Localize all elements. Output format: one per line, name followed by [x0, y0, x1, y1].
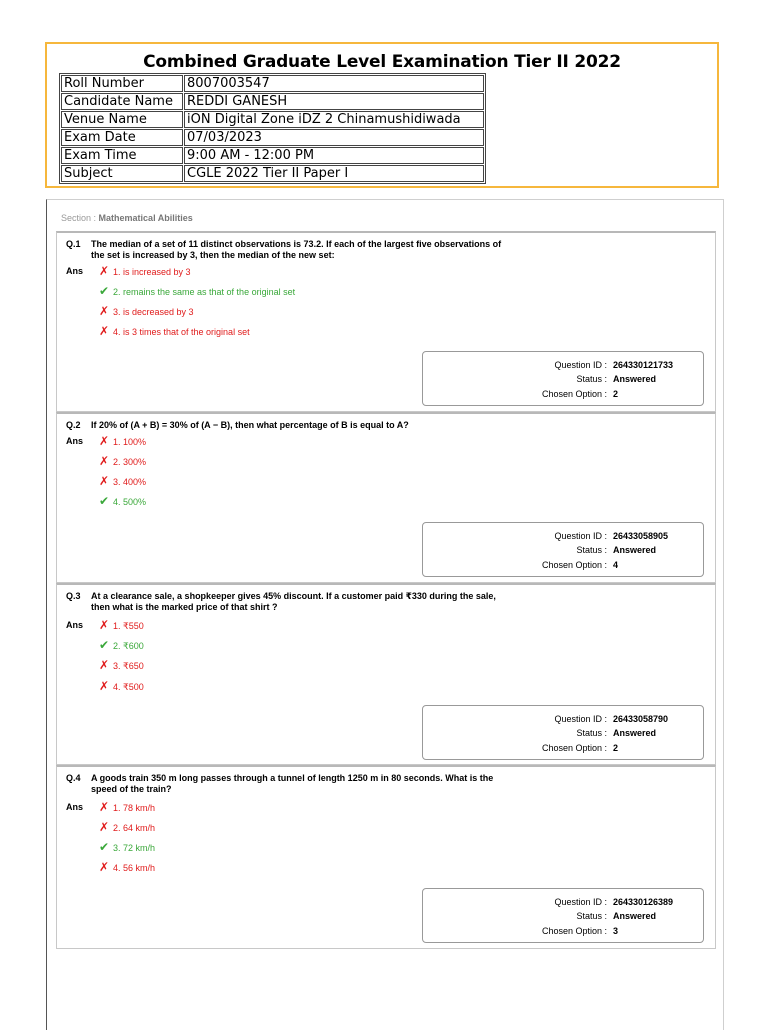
option-text: 2. ₹600 — [113, 641, 144, 651]
cross-icon: ✗ — [99, 658, 110, 672]
section-label — [61, 213, 193, 223]
question-id-row — [423, 713, 703, 725]
info-key: Candidate Name — [61, 93, 183, 110]
check-icon: ✔ — [99, 284, 110, 298]
cross-icon: ✗ — [99, 304, 110, 318]
ans-label: Ans — [66, 436, 84, 446]
question-id-value: 26433058790 — [613, 714, 669, 724]
exam-header — [45, 42, 719, 188]
question-meta-box — [422, 351, 704, 406]
option-1 — [99, 435, 146, 447]
option-1 — [99, 801, 155, 813]
option-text: 3. 72 km/h — [113, 843, 156, 853]
status-row — [423, 373, 703, 385]
question-number: Q.1 — [66, 239, 81, 249]
info-value: 9:00 AM - 12:00 PM — [184, 147, 484, 164]
question-panel-2 — [56, 412, 716, 583]
chosen-option-row — [423, 925, 703, 937]
chosen-option-label: Chosen Option : — [541, 743, 607, 753]
option-text: 4. ₹500 — [113, 682, 144, 692]
status-value: Answered — [613, 374, 657, 384]
question-number: Q.2 — [66, 420, 81, 430]
status-row — [423, 544, 703, 556]
info-value: iON Digital Zone iDZ 2 Chinamushidiwada — [184, 111, 484, 128]
chosen-option-label: Chosen Option : — [541, 560, 607, 570]
question-number: Q.3 — [66, 591, 81, 601]
question-text: A goods train 350 m long passes through a tunnel of length 1250 m in 80 seconds. What is the speed of the train? — [91, 773, 494, 794]
cross-icon: ✗ — [99, 454, 110, 468]
cross-icon: ✗ — [99, 434, 110, 448]
option-1 — [99, 619, 144, 631]
chosen-option-label: Chosen Option : — [541, 389, 607, 399]
option-text: 3. 400% — [113, 477, 147, 487]
question-id-value: 264330121733 — [613, 360, 674, 370]
question-id-label: Question ID : — [554, 897, 607, 907]
chosen-option-row — [423, 742, 703, 754]
option-3 — [99, 305, 194, 317]
question-panel-4 — [56, 765, 716, 949]
info-value: 07/03/2023 — [184, 129, 484, 146]
question-number: Q.4 — [66, 773, 81, 783]
chosen-option-value: 3 — [613, 926, 619, 936]
chosen-option-value: 2 — [613, 389, 619, 399]
question-panel-3 — [56, 583, 716, 765]
question-id-label: Question ID : — [554, 714, 607, 724]
cross-icon: ✗ — [99, 820, 110, 834]
info-row-venue-name — [61, 111, 484, 128]
option-1 — [99, 265, 191, 277]
chosen-option-row — [423, 559, 703, 571]
chosen-option-row — [423, 388, 703, 400]
option-3 — [99, 841, 155, 853]
chosen-option-value: 2 — [613, 743, 619, 753]
option-4 — [99, 861, 155, 873]
ans-label: Ans — [66, 620, 84, 630]
status-row — [423, 910, 703, 922]
chosen-option-value: 4 — [613, 560, 619, 570]
option-text: 1. 100% — [113, 437, 147, 447]
option-text: 1. is increased by 3 — [113, 267, 191, 277]
question-meta-box — [422, 888, 704, 943]
question-id-row — [423, 359, 703, 371]
info-row-candidate-name — [61, 93, 484, 110]
info-row-exam-date — [61, 129, 484, 146]
section-name: Mathematical Abilities — [98, 213, 193, 223]
option-text: 4. 56 km/h — [113, 863, 156, 873]
question-id-label: Question ID : — [554, 531, 607, 541]
option-text: 2. 64 km/h — [113, 823, 156, 833]
info-row-subject — [61, 165, 484, 182]
cross-icon: ✗ — [99, 618, 110, 632]
candidate-info-table — [59, 73, 486, 184]
question-meta-box — [422, 522, 704, 577]
info-row-roll-number — [61, 75, 484, 92]
cross-icon: ✗ — [99, 324, 110, 338]
cross-icon: ✗ — [99, 860, 110, 874]
question-id-value: 26433058905 — [613, 531, 669, 541]
status-label: Status : — [576, 374, 607, 384]
option-2 — [99, 821, 155, 833]
option-text: 3. is decreased by 3 — [113, 307, 194, 317]
option-text: 2. remains the same as that of the original set — [113, 287, 296, 297]
section-container — [46, 199, 724, 1030]
question-text: If 20% of (A + B) = 30% of (A − B), then what percentage of B is equal to A? — [91, 420, 409, 430]
option-text: 1. ₹550 — [113, 621, 144, 631]
option-text: 2. 300% — [113, 457, 147, 467]
info-row-exam-time — [61, 147, 484, 164]
ans-label: Ans — [66, 266, 84, 276]
cross-icon: ✗ — [99, 679, 110, 693]
status-value: Answered — [613, 545, 657, 555]
option-text: 4. is 3 times that of the original set — [113, 327, 250, 337]
status-value: Answered — [613, 911, 657, 921]
option-text: 4. 500% — [113, 497, 147, 507]
info-key: Roll Number — [61, 75, 183, 92]
question-text: At a clearance sale, a shopkeeper gives 45% discount. If a customer paid ₹330 during the sale, then what is the marked price of that shirt ? — [91, 591, 496, 612]
status-row — [423, 727, 703, 739]
chosen-option-label: Chosen Option : — [541, 926, 607, 936]
question-id-row — [423, 896, 703, 908]
option-2 — [99, 639, 144, 651]
info-key: Venue Name — [61, 111, 183, 128]
option-3 — [99, 475, 146, 487]
info-value: REDDI GANESH — [184, 93, 484, 110]
question-panel-1 — [56, 231, 716, 412]
cross-icon: ✗ — [99, 800, 110, 814]
question-id-row — [423, 530, 703, 542]
option-4 — [99, 325, 250, 337]
option-4 — [99, 495, 146, 507]
check-icon: ✔ — [99, 840, 110, 854]
info-key: Subject — [61, 165, 183, 182]
status-label: Status : — [576, 728, 607, 738]
option-text: 3. ₹650 — [113, 661, 144, 671]
status-value: Answered — [613, 728, 657, 738]
section-prefix: Section : — [61, 213, 97, 223]
question-id-value: 264330126389 — [613, 897, 674, 907]
info-value: 8007003547 — [184, 75, 484, 92]
option-2 — [99, 455, 146, 467]
info-key: Exam Time — [61, 147, 183, 164]
cross-icon: ✗ — [99, 264, 110, 278]
info-value: CGLE 2022 Tier II Paper I — [184, 165, 484, 182]
check-icon: ✔ — [99, 494, 110, 508]
info-key: Exam Date — [61, 129, 183, 146]
option-2 — [99, 285, 295, 297]
option-text: 1. 78 km/h — [113, 803, 156, 813]
option-3 — [99, 659, 144, 671]
question-id-label: Question ID : — [554, 360, 607, 370]
status-label: Status : — [576, 911, 607, 921]
question-meta-box — [422, 705, 704, 760]
question-text: The median of a set of 11 distinct observations is 73.2. If each of the largest five observations of the set is increased by 3, then the median of the new set: — [91, 239, 502, 260]
cross-icon: ✗ — [99, 474, 110, 488]
option-4 — [99, 680, 144, 692]
check-icon: ✔ — [99, 638, 110, 652]
status-label: Status : — [576, 545, 607, 555]
ans-label: Ans — [66, 802, 84, 812]
exam-title: Combined Graduate Level Examination Tier II 2022 — [143, 52, 621, 72]
